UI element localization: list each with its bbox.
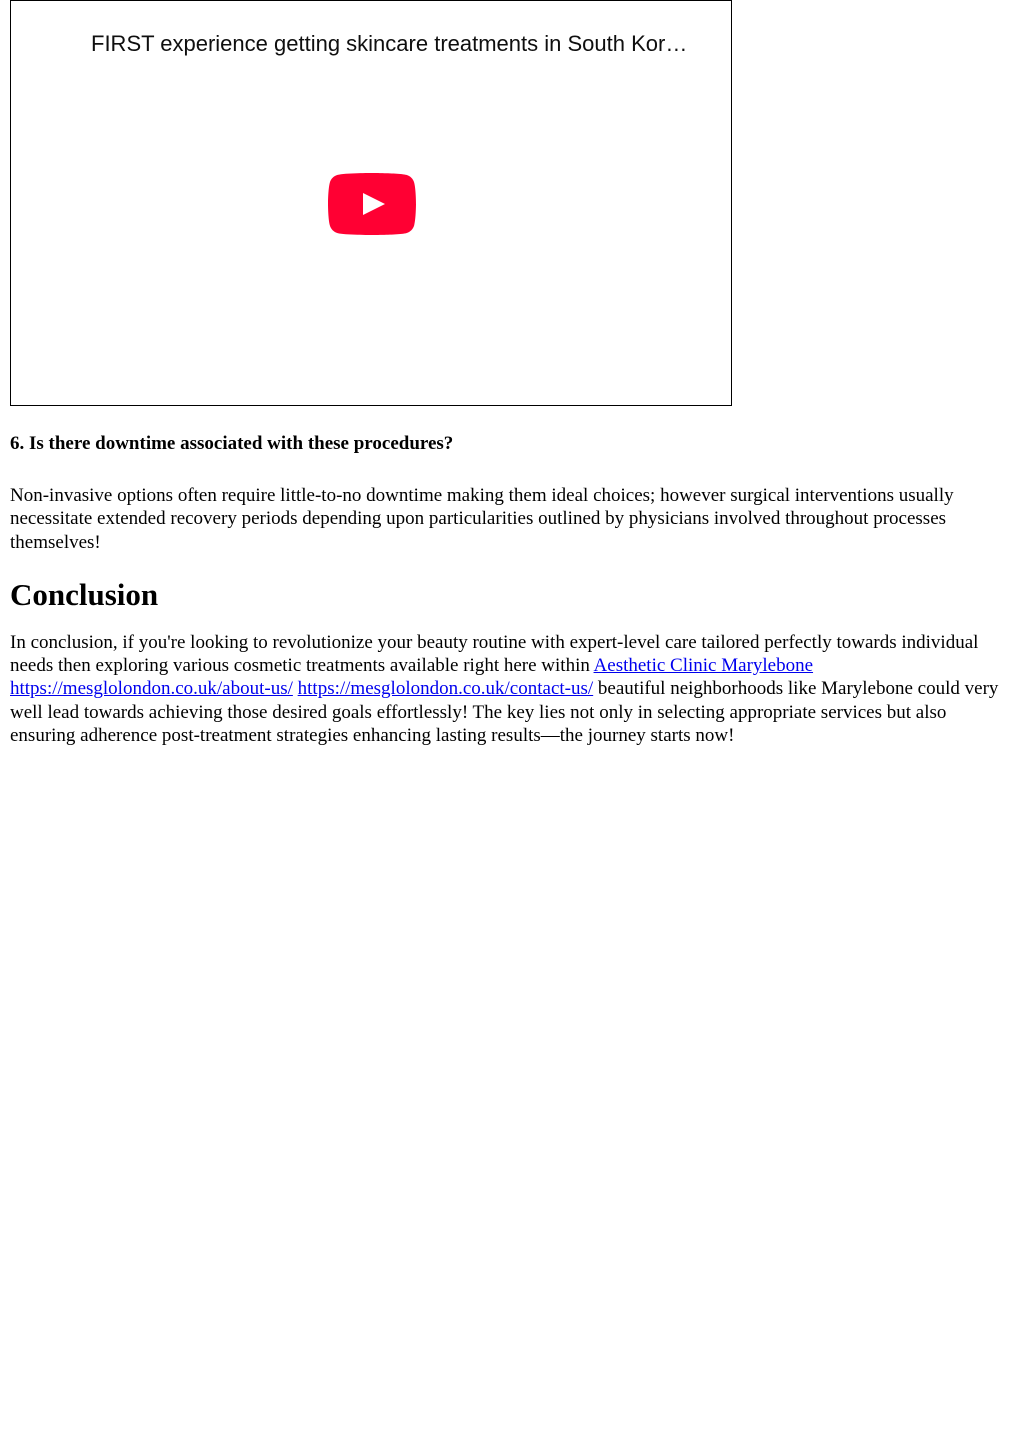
contact-us-link[interactable]: https://mesglolondon.co.uk/contact-us/ — [297, 678, 594, 700]
play-button[interactable] — [328, 173, 416, 235]
youtube-play-icon — [328, 173, 416, 235]
conclusion-paragraph — [10, 631, 1010, 747]
youtube-video-embed[interactable] — [10, 0, 732, 406]
article-content — [10, 424, 1010, 747]
aesthetic-clinic-marylebone-link[interactable]: Aesthetic Clinic Marylebone — [593, 655, 814, 677]
faq-question: 6. Is there downtime associated with these procedures? — [10, 433, 454, 454]
faq-answer: Non-invasive options often require little-to-no downtime making them ideal choices; however surgical interventions usually necessitate extended recovery periods depending upon particularities outlined by physicians involved throughout processes themselves! — [10, 485, 954, 553]
conclusion-text-after-links: beautiful neighborhoods like Marylebone could very well lead towards achieving those desired goals effortlessly! The key lies not only in selecting appropriate services but also ensuring adherence post-treatment strategies enhancing lasting results—the journey starts now! — [10, 678, 999, 747]
conclusion-text-before-links: In conclusion, if you're looking to revolutionize your beauty routine with expert-level care tailored perfectly towards individual needs then exploring various cosmetic treatments available right here within — [10, 631, 979, 677]
about-us-link[interactable]: https://mesglolondon.co.uk/about-us/ — [10, 678, 293, 700]
conclusion-heading: Conclusion — [10, 576, 159, 612]
video-title[interactable]: FIRST experience getting skincare treatments in South Kor… — [91, 31, 688, 56]
